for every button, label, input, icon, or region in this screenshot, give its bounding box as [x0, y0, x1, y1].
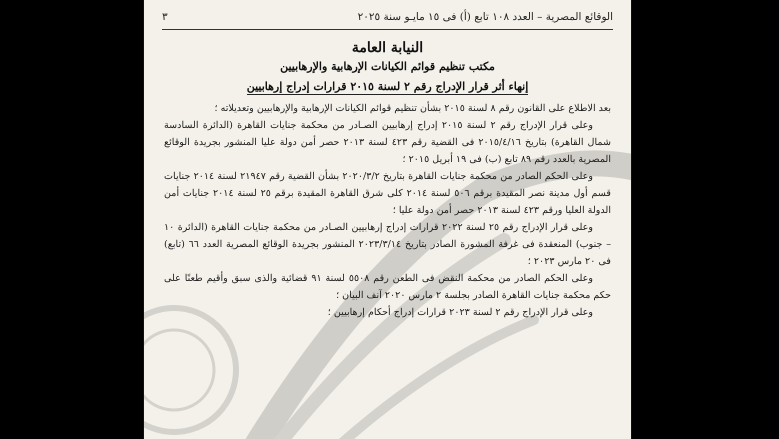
paragraph: وعلى قرار الإدراج رقم ٢ لسنة ٢٠٢٣ قرارات إدراج أحكام إرهابيين ؛ — [327, 307, 593, 318]
section-title: النيابة العامة — [351, 40, 424, 56]
document-page — [144, 0, 631, 439]
paragraph: وعلى قرار الإدراج رقم ٢٥ لسنة ٢٠٢٢ قرارات إدراج إرهابيين الصـادر من محكمة جنايات القاهرة (الدائرة ١٠ – جنوب) المنعقدة فى غرفة المشورة الصادر بتاريخ ٢٠٢٣/٣/١٤ المنشور بجريدة الوقائع المصرية العدد ٦٦ (تابع) فى ٢٠ مارس ٢٠٢٣ ؛ — [164, 222, 611, 267]
running-header-text: الوقائع المصرية – العدد ١٠٨ تابع (أ) فى ١٥ مايـو سنة ٢٠٢٥ — [357, 11, 613, 23]
decision-title — [144, 80, 631, 93]
paragraph: وعلى الحكم الصادر من محكمة جنايات القاهرة بتاريخ ٢٠٢٠/٣/٢ بشأن القضية رقم ٢١٩٤٧ لسنة ٢٠١٤ جنايات قسم أول مدينة نصر المقيدة برقم ٥٠٦ لسنة ٢٠١٤ كلى شرق القاهرة المقيدة برقم ٢٥ لسنة ٢٠١٤ جنايات أمن الدولة العليا ورقم ٤٢٣ لسنة ٢٠١٣ حصر أمن دولة عليا ؛ — [164, 171, 611, 216]
page-number: ٣ — [162, 11, 168, 23]
office-title: مكتب تنظيم قوائم الكيانات الإرهابية والإرهابيين — [280, 60, 495, 73]
paragraph: بعد الاطلاع على القانون رقم ٨ لسنة ٢٠١٥ بشأن تنظيم قوائم الكيانات الإرهابية والإرهابيين وتعديلاته ؛ — [214, 103, 611, 114]
running-header — [162, 11, 613, 23]
paragraph: وعلى قرار الإدراج رقم ٢ لسنة ٢٠١٥ إدراج إرهابيين الصـادر من محكمة جنايات القاهرة (الدائرة السادسة شمال القاهرة) بتاريخ ٢٠١٥/٤/١٦ فى القضية رقم ٤٢٣ لسنة ٢٠١٣ حصر أمن دولة عليا المنشور بجريدة الوقائع المصرية بالعدد رقم ٨٩ تابع (ب) فى ١٩ أبريل ٢٠١٥ ؛ — [164, 120, 612, 165]
paragraph: وعلى الحكم الصادر من محكمة النقض فى الطعن رقم ٥٥٠٨ لسنة ٩١ قضائية والذى سبق وأقيم طعنًا على حكم محكمة جنايات القاهرة الصادر بجلسة ٢ مارس ٢٠٢٠ آنف البيان ؛ — [164, 273, 611, 301]
document-body — [164, 100, 611, 321]
decision-title-text: إنهاء أثر قرار الإدراج رقم ٢ لسنة ٢٠١٥ قرارات إدراج إرهابيين — [246, 80, 529, 93]
header-rule — [162, 29, 613, 30]
